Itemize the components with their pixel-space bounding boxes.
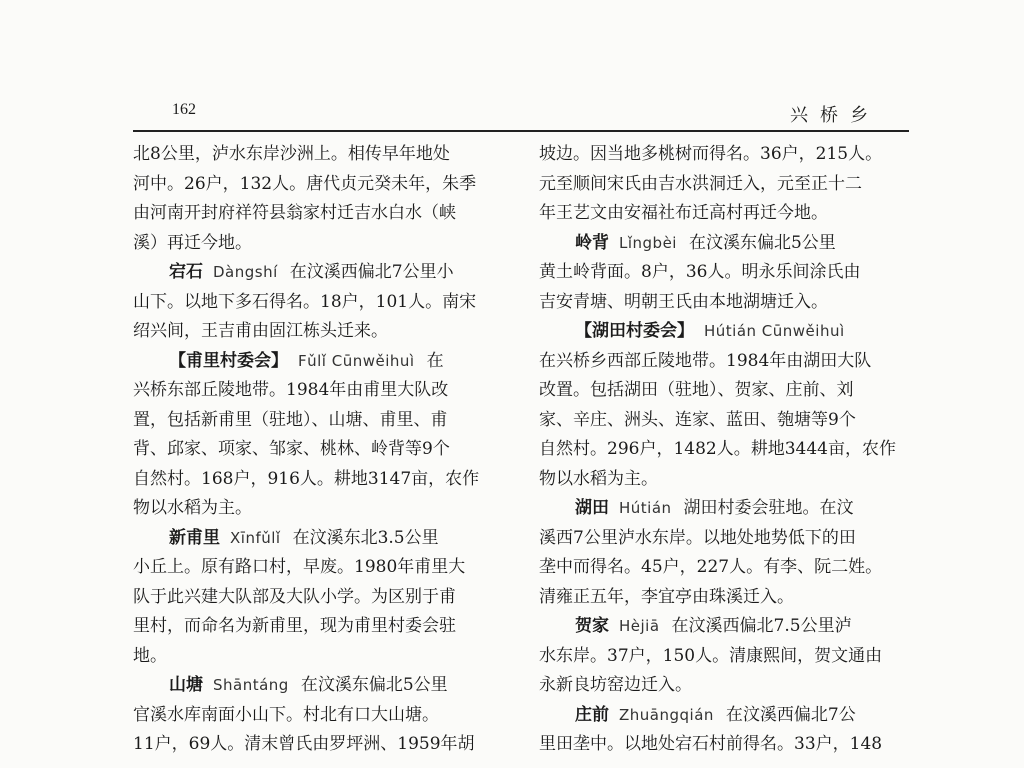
line-text: 在汶溪东北3.5公里 [292, 527, 439, 548]
text-line [133, 199, 501, 229]
entry-heading-line [539, 494, 907, 524]
text-line [133, 494, 501, 524]
line-text: 年王艺文由安福社布迁高村再迁今地。 [539, 203, 828, 223]
text-line [133, 612, 501, 642]
text-line [133, 406, 501, 436]
entry-headword: 庄前 [575, 704, 609, 725]
pinyin: Lǐngbèi [619, 233, 677, 252]
line-text: 11户，69人。清末曾氏由罗坪洲、1959年胡 [133, 734, 475, 754]
line-text: 山下。以地下多石得名。18户，101人。南宋 [133, 291, 477, 312]
line-text: 在兴桥乡西部丘陵地带。1984年由湖田大队 [539, 350, 872, 371]
text-line [133, 317, 501, 347]
line-text: 湖田村委会驻地。在汶 [683, 498, 854, 518]
line-text: 溪西7公里泸水东岸。以地处地势低下的田 [539, 527, 856, 548]
running-title: 兴桥乡 [790, 105, 880, 126]
entry-headword: 【甫里村委会】 [169, 350, 288, 371]
line-text: 背、邱家、项家、邹家、桃林、岭背等9个 [133, 439, 450, 459]
text-line [539, 671, 907, 701]
pinyin: Hèjiā [619, 617, 660, 635]
entry-headword: 宕石 [169, 262, 203, 282]
text-line [539, 435, 907, 465]
entry-headword: 岭背 [575, 232, 609, 253]
text-line [539, 583, 907, 613]
line-text: 在 [426, 350, 444, 371]
entry-headword: 湖田 [575, 498, 609, 518]
line-text: 自然村。168户，916人。耕地3147亩，农作 [133, 468, 480, 489]
line-text: 置，包括新甫里（驻地）、山塘、甫里、甫 [133, 409, 448, 430]
line-text: 自然村。296户，1482人。耕地3444亩，农作 [539, 439, 896, 459]
line-text: 官溪水库南面小山下。村北有口大山塘。 [133, 704, 439, 725]
line-text: 地。 [133, 645, 167, 666]
page-number: 162 [172, 101, 196, 118]
line-text: 物以水稻为主。 [133, 498, 252, 518]
line-text: 北8公里，泸水东岸沙洲上。相传早年地处 [133, 144, 450, 164]
pinyin: Hútián Cūnwěihuì [704, 322, 845, 340]
line-text: 永新良坊窑边迁入。 [539, 675, 692, 695]
line-text: 清雍正五年，李宜亭由珠溪迁入。 [539, 586, 794, 607]
pinyin: Xīnfǔlǐ [230, 528, 281, 547]
line-text: 家、辛庄、洲头、连家、蓝田、匏塘等9个 [539, 409, 856, 430]
text-line [539, 288, 907, 318]
line-text: 溪）再迁今地。 [133, 232, 252, 253]
text-line [133, 288, 501, 318]
entry-heading-line [133, 524, 501, 554]
line-text: 黄土岭背面。8户，36人。明永乐间涂氏由 [539, 262, 861, 282]
line-text: 队于此兴建大队部及大队小学。为区别于甫 [133, 586, 456, 607]
entry-headword: 新甫里 [169, 527, 220, 548]
text-line [133, 465, 501, 495]
line-text: 由河南开封府祥符县翁家村迁吉水白水（峡 [133, 203, 456, 223]
text-line [539, 524, 907, 554]
entry-headword: 山塘 [169, 675, 203, 695]
text-line [133, 170, 501, 200]
text-line [539, 347, 907, 377]
text-line [539, 376, 907, 406]
pinyin: Hútián [619, 499, 672, 517]
line-text: 垄中而得名。45户，227人。有李、阮二姓。 [539, 557, 883, 577]
text-line [133, 376, 501, 406]
line-text: 水东岸。37户，150人。清康熙间，贺文通由 [539, 645, 883, 666]
line-text: 兴桥东部丘陵地带。1984年由甫里大队改 [133, 380, 449, 400]
line-text: 绍兴间，王吉甫由固江栋头迁来。 [133, 321, 388, 341]
entry-heading-line [133, 671, 501, 701]
text-line [133, 642, 501, 672]
line-text: 里村，而命名为新甫里，现为甫里村委会驻 [133, 616, 456, 636]
text-line [539, 730, 907, 760]
entry-heading-line [539, 317, 907, 347]
text-line [133, 140, 501, 170]
line-text: 在汶溪东偏北5公里 [300, 675, 448, 695]
line-text: 在汶溪西偏北7.5公里泸 [671, 616, 852, 636]
text-line [539, 465, 907, 495]
text-line [133, 701, 501, 731]
line-text: 改置。包括湖田（驻地）、贺家、庄前、刘 [539, 380, 854, 400]
text-line [539, 170, 907, 200]
line-text: 坡边。因当地多桃树而得名。36户，215人。 [539, 144, 883, 164]
entry-heading-line [539, 229, 907, 259]
entry-headword: 贺家 [575, 616, 609, 636]
text-line [539, 553, 907, 583]
text-line [539, 258, 907, 288]
text-line [539, 642, 907, 672]
line-text: 在汶溪西偏北7公里小 [289, 262, 454, 282]
pinyin: Fǔlǐ Cūnwěihuì [298, 351, 415, 370]
entry-heading-line [133, 258, 501, 288]
right-column [539, 140, 907, 760]
entry-heading-line [539, 701, 907, 731]
line-text: 河中。26户，132人。唐代贞元癸未年，朱季 [133, 173, 477, 194]
line-text: 在汶溪东偏北5公里 [688, 232, 836, 253]
line-text: 吉安青塘、明朝王氏由本地湖塘迁入。 [539, 291, 828, 312]
text-line [133, 435, 501, 465]
line-text: 物以水稻为主。 [539, 468, 658, 489]
text-line [539, 199, 907, 229]
entry-heading-line [539, 612, 907, 642]
text-line [133, 730, 501, 760]
entry-headword: 【湖田村委会】 [575, 321, 694, 341]
pinyin: Shāntáng [213, 676, 289, 694]
entry-heading-line [133, 347, 501, 377]
left-column [133, 140, 501, 760]
text-line [133, 229, 501, 259]
line-text: 小丘上。原有路口村，早废。1980年甫里大 [133, 557, 466, 577]
header-rule [133, 130, 909, 132]
line-text: 在汶溪西偏北7公 [725, 704, 856, 725]
text-line [539, 140, 907, 170]
line-text: 里田垄中。以地处宕石村前得名。33户，148 [539, 734, 883, 754]
text-line [133, 553, 501, 583]
pinyin: Zhuāngqián [619, 705, 714, 724]
line-text: 元至顺间宋氏由吉水洪洞迁入，元至正十二 [539, 173, 862, 194]
text-line [133, 583, 501, 613]
pinyin: Dàngshí [213, 263, 278, 281]
text-line [539, 406, 907, 436]
